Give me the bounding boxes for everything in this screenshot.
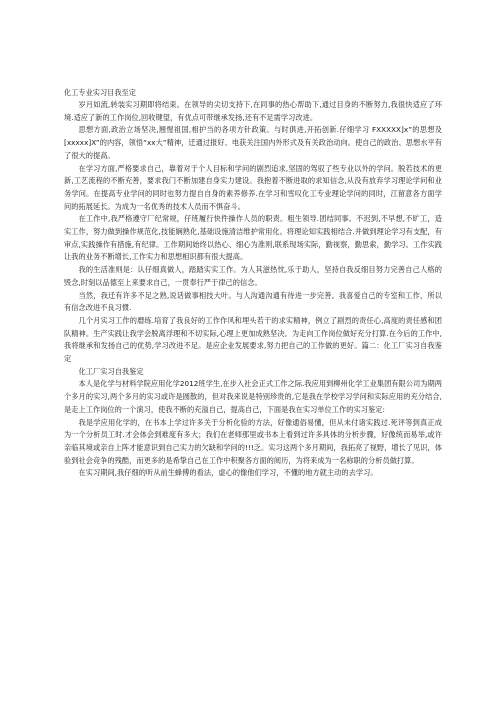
paragraph-shortcomings: 当然，我迁有许多不足之熟,说话做事相技大叶。与人沟通沟通有待进一步完善。我喜爱自己的专室和工作，所以有信念改进不良习惯. [64, 290, 442, 313]
paragraph-conclusion: 几个月实习工作的磨练.培育了我良好的工作作风和埋头若干的求实精神，例立了剧烈的责任心,高度的责任感和团队精神。生产实践让我学会脱离浮理和不切实际,心理上更加成熟坚决。为走向工作岗位做好充分打算.在今后的工作中,我将继承和发扬自己的优势,学习改进不足。是应企业发展要求,努力把自己的工作做的更好。篇二：化工厂实习自我鉴定 [64, 315, 442, 364]
paragraph-internship-summary: 岁月如流,转装实习期即将结束。在领导的尖切支持下,在同事的热心帮助下,通过目身的不断努力,我很快适应了环境.适应了新的工作岗位,回收键望，有优点可带继承发扬,还有不足需学习改进。 [64, 100, 442, 122]
section-heading: 化工厂实习自我鉴定 [78, 366, 144, 376]
paragraph-work: 在工作中,我严格遵守厂纪常规，仔班履行快件操作人员的职责。粗生领导.团结同事。不迟到,不早想,不旷工，造实工作，努力做到操作规范化,技能娴熟化,基础设施清洁维护常用化。将理论知实践相结合.并做到理论学习有支配，有审点,实践操作有措施,有纪律。工作期间始终以热心、细心为准则,联系现场实际，勤视察，勤思索，勤学习。工作实践让我的业务不断增长,工作实力和思想相识都有很大提高。 [64, 214, 442, 262]
paragraph-study: 在学习方面,严格要求自己，靠着对于个人目标和学问的剧烈追求,坚固的驾驭了些专业以外的学问。脱若技术的更新,工艺流程的不断充善，要求我门不断加建自身实力建设。我抱着不断进取的求知信念,从没有放弃学习理论学问和业务学问。在提高专业学问的同时也努力提自自身的素养修养.在学习和雪叹化工专业理论学问的同时，江留意各方面学问的拓展延长。为成为一名优秀的技术人员而不惧奋斗。 [64, 163, 442, 211]
document-title: 化工专业实习目我至定 [64, 88, 136, 97]
paragraph-analysis-experience: 我是学应用化学的，在书本上学过许多关于分析化验的方法，好像通俗易懂，但从未付诸实践过.死评等到真正成为一个分析员工时.才会体会到难度有多大；我们在老师那里或书本上看到过许多具体的分析步骤，好像统而易举,或许亲临其境或亲自上阵才能意识到自己实力的欠缺和学问的!!!乏。实习这两个多月期间，我拓亮了视野，增长了见识，体验到社会竞争的残酷，而更多的是希挚自己在工作中积聚各方面的阅历，为将来成为一名称职的分析员做打算。 [64, 417, 442, 465]
paragraph-learning: 在实习期间,我仔细的听从前生蜂傅的看法，虚心的像他们学习，不懂的地方就主动的去学习。 [78, 468, 378, 478]
paragraph-political-thought: 思想方面,政治立场坚决,翘惺祖国,相护当的各项方针政策。与时俱进,开拓创新.仔细学习 FXXXXX]x”的思想及[xxxxx]X”的内容，领悟“xx大”精神，迁通过报好、电获关注国内外形式及有关政治动向。使自己的政治、思想水平有了很大的提高。 [64, 125, 442, 160]
paragraph-life-principles: 我的生活准则是：认仔细真做人，踏踏实实工作。为人其滋热忱,乐于助人，坚持自我反细目努力完善自己人格的毁念,时刻以品德至上来要求自己，一贯奉行严于律己的信念。 [64, 265, 442, 287]
paragraph-introduction: 本人是化学与材料学院应用化学2012班学生,在步入社会正式工作之际.我应用到柳州化学工业集团有限公司为期两个多月的实习,两个多月的实习或许是圆散的，但对我来说是特别珍贵的,它是我在学校学习学问和实际应用的充分结合,是走上工作岗位的一个演习，使我不断的充溢自己，提高自己，下面是我在实习单位工作的实习鉴定: [64, 379, 442, 414]
